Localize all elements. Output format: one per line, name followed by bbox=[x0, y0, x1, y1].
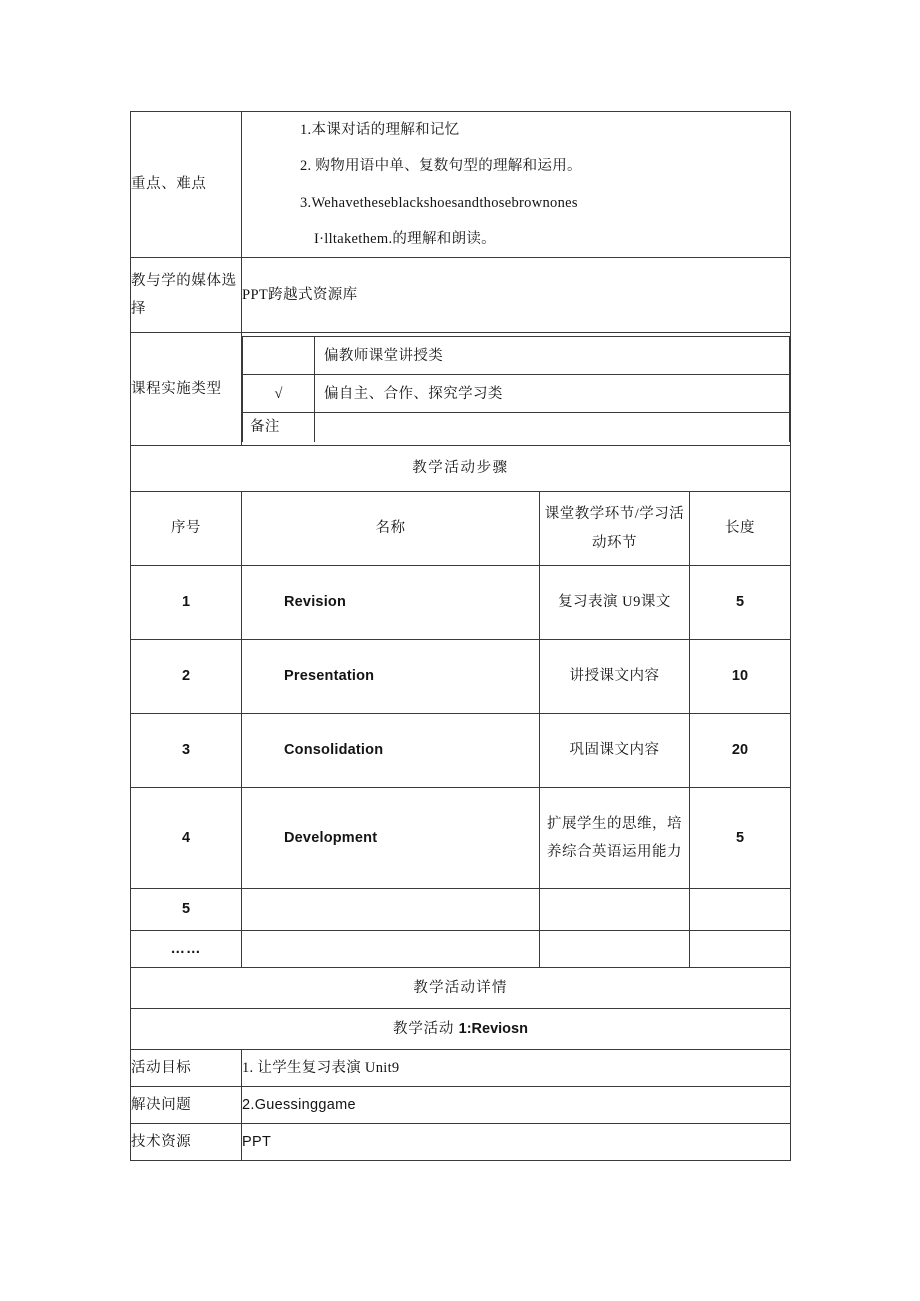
field-value-problem: 2.Guessinggame bbox=[242, 1087, 791, 1124]
table-row-step bbox=[131, 714, 791, 788]
step-phase: 扩展学生的思维，培养综合英语运用能力 bbox=[540, 788, 690, 889]
remark-value bbox=[315, 413, 790, 442]
step-no: 2 bbox=[131, 640, 242, 714]
key-point-3: 3.Wehavetheseblackshoesandthosebrownones bbox=[300, 194, 578, 211]
course-type-option-label-teacher: 偏教师课堂讲授类 bbox=[315, 337, 790, 375]
step-name bbox=[242, 889, 540, 931]
step-duration bbox=[690, 889, 791, 931]
step-phase bbox=[540, 931, 690, 968]
steps-banner: 教学活动步骤 bbox=[131, 446, 791, 492]
course-type-label: 课程实施类型 bbox=[131, 333, 242, 446]
key-points-cell bbox=[242, 112, 791, 258]
col-header-no: 序号 bbox=[131, 492, 242, 566]
field-label-objective: 活动目标 bbox=[131, 1050, 242, 1087]
field-value-objective: 1. 让学生复习表演 Unit9 bbox=[242, 1050, 791, 1087]
step-name: Consolidation bbox=[242, 714, 540, 788]
table-row-course-type bbox=[131, 333, 791, 446]
activity-heading bbox=[131, 1009, 791, 1050]
step-no: 5 bbox=[131, 889, 242, 931]
activity-heading-cn: 教学活动 bbox=[393, 1020, 459, 1037]
step-duration: 10 bbox=[690, 640, 791, 714]
table-row-detail-field bbox=[131, 1087, 791, 1124]
course-type-checkbox-inquiry[interactable]: √ bbox=[243, 375, 315, 413]
col-header-phase: 课堂教学环节/学习活动环节 bbox=[540, 492, 690, 566]
table-row-steps-header bbox=[131, 492, 791, 566]
step-name: Presentation bbox=[242, 640, 540, 714]
course-type-options-cell bbox=[242, 333, 791, 446]
step-phase: 复习表演 U9课文 bbox=[540, 566, 690, 640]
table-row-key-points bbox=[131, 112, 791, 258]
step-name: Development bbox=[242, 788, 540, 889]
course-type-remark-row bbox=[243, 413, 790, 442]
field-label-tech: 技术资源 bbox=[131, 1124, 242, 1161]
course-type-subtable bbox=[242, 336, 790, 441]
key-points-label: 重点、难点 bbox=[131, 112, 242, 258]
course-type-option-row bbox=[243, 375, 790, 413]
step-phase: 讲授课文内容 bbox=[540, 640, 690, 714]
table-row-steps-banner bbox=[131, 446, 791, 492]
course-type-checkbox-teacher[interactable] bbox=[243, 337, 315, 375]
course-type-option-row bbox=[243, 337, 790, 375]
step-phase bbox=[540, 889, 690, 931]
media-value: PPT跨越式资源库 bbox=[242, 258, 791, 333]
step-no: 4 bbox=[131, 788, 242, 889]
step-no: 1 bbox=[131, 566, 242, 640]
col-header-name: 名称 bbox=[242, 492, 540, 566]
step-duration: 5 bbox=[690, 566, 791, 640]
table-row-detail-banner bbox=[131, 968, 791, 1009]
table-row-step bbox=[131, 931, 791, 968]
table-row-activity-heading bbox=[131, 1009, 791, 1050]
remark-label: 备注 bbox=[243, 413, 315, 442]
step-phase: 巩固课文内容 bbox=[540, 714, 690, 788]
key-point-1: 1.本课对话的理解和记忆 bbox=[300, 122, 460, 138]
detail-banner: 教学活动详情 bbox=[131, 968, 791, 1009]
step-no-ellipsis: …… bbox=[131, 931, 242, 968]
table-row-step bbox=[131, 566, 791, 640]
step-duration: 5 bbox=[690, 788, 791, 889]
step-no: 3 bbox=[131, 714, 242, 788]
table-row-step bbox=[131, 889, 791, 931]
table-row-detail-field bbox=[131, 1050, 791, 1087]
step-name bbox=[242, 931, 540, 968]
key-point-2: 2. 购物用语中单、复数句型的理解和运用。 bbox=[300, 158, 582, 175]
activity-heading-en: 1:Reviosn bbox=[458, 1020, 528, 1037]
step-name: Revision bbox=[242, 566, 540, 640]
table-row-detail-field bbox=[131, 1124, 791, 1161]
step-duration bbox=[690, 931, 791, 968]
field-value-tech: PPT bbox=[242, 1124, 791, 1161]
field-label-problem: 解决问题 bbox=[131, 1087, 242, 1124]
step-duration: 20 bbox=[690, 714, 791, 788]
table-row-media bbox=[131, 258, 791, 333]
table-row-step bbox=[131, 640, 791, 714]
key-point-4: I·lltakethem.的理解和朗读。 bbox=[314, 230, 496, 247]
lesson-plan-table bbox=[130, 111, 791, 1161]
media-label: 教与学的媒体选择 bbox=[131, 258, 242, 333]
course-type-option-label-inquiry: 偏自主、合作、探究学习类 bbox=[315, 375, 790, 413]
table-row-step bbox=[131, 788, 791, 889]
col-header-duration: 长度 bbox=[690, 492, 791, 566]
